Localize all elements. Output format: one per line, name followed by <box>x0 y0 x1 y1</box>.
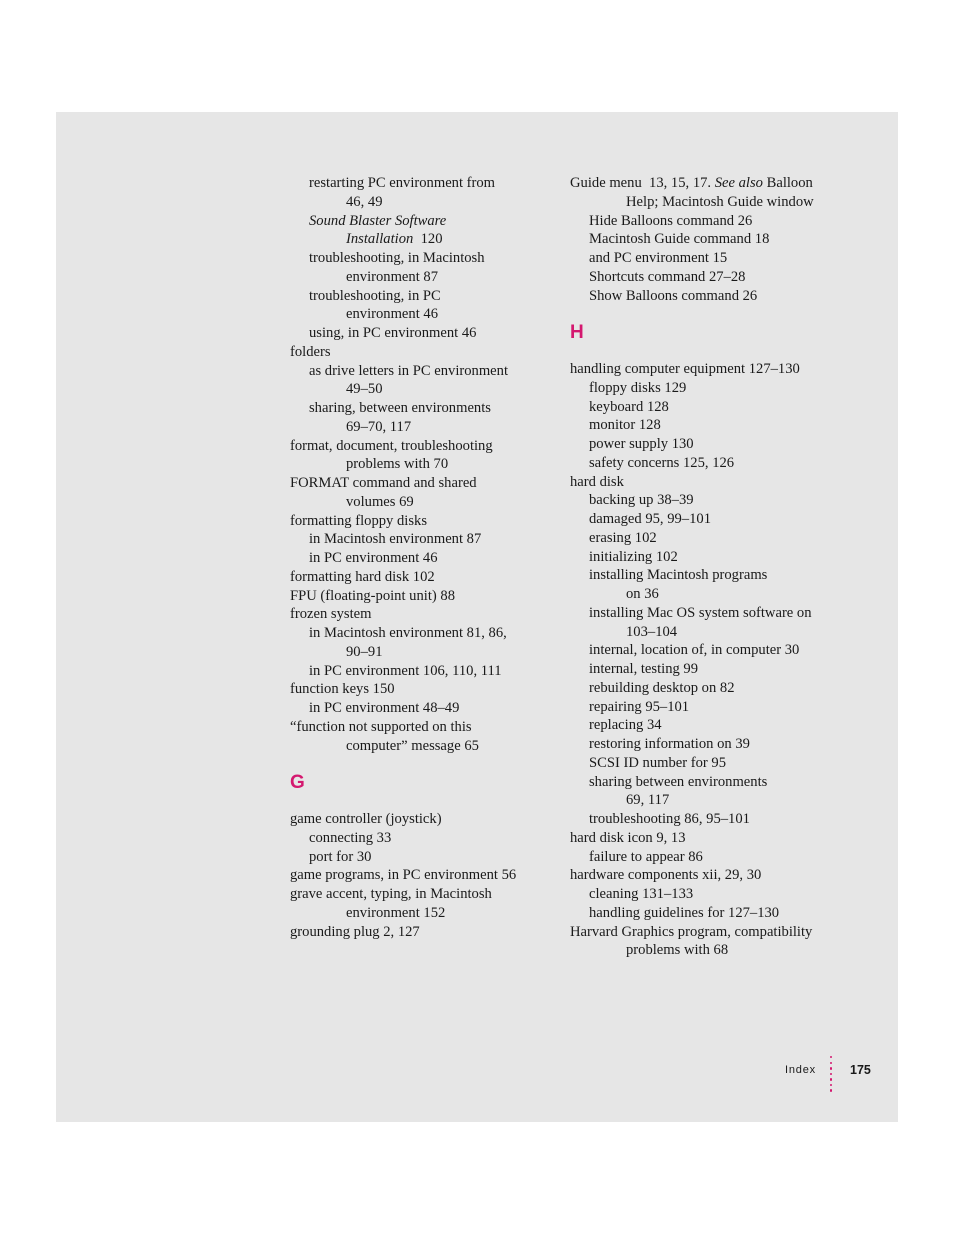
index-entry: FORMAT command and shared <box>290 475 477 491</box>
entry-text: Balloon <box>762 175 813 191</box>
index-entry: restarting PC environment from <box>309 175 496 191</box>
index-entry: rebuilding desktop on 82 <box>589 679 735 696</box>
index-entry: formatting hard disk 102 <box>290 568 435 585</box>
index-entry <box>570 174 840 193</box>
index-entry: environment 87 <box>346 268 439 285</box>
book-title: Sound Blaster Software <box>309 212 447 229</box>
entry-text: Guide menu 13, 15, 17. <box>570 175 715 191</box>
dotted-divider <box>829 1056 833 1096</box>
index-entry: initializing 102 <box>589 548 678 565</box>
index-entry: Shortcuts command 27–28 <box>589 268 746 285</box>
page-ref: 120 <box>413 231 443 248</box>
footer-section-label: Index <box>785 1064 816 1076</box>
index-entry: hardware components xii, 29, 30 <box>570 867 762 884</box>
index-column-left <box>290 174 545 941</box>
index-entry: hard disk icon 9, 13 <box>570 829 686 846</box>
index-entry: format, document, troubleshooting <box>290 437 493 454</box>
index-entry: and PC environment 15 <box>589 250 728 266</box>
index-entry <box>290 230 545 249</box>
see-also: See also <box>714 175 763 191</box>
index-entry: port for 30 <box>309 848 372 865</box>
page-number: 175 <box>850 1063 871 1077</box>
index-entry: using, in PC environment 46 <box>309 325 477 341</box>
index-entry: grounding plug 2, 127 <box>290 923 420 940</box>
index-entry: restoring information on 39 <box>589 736 750 752</box>
index-entry: troubleshooting, in PC <box>309 287 441 304</box>
index-entry: installing Macintosh programs <box>589 567 768 584</box>
index-entry: in Macintosh environment 81, 86, <box>309 625 507 641</box>
index-entry: on 36 <box>626 586 659 602</box>
index-entry: grave accent, typing, in Macintosh <box>290 886 492 902</box>
index-entry: environment 152 <box>346 904 446 921</box>
index-entry: Macintosh Guide command 18 <box>589 231 770 248</box>
index-entry: troubleshooting, in Macintosh <box>309 250 485 266</box>
index-entry: connecting 33 <box>309 829 392 846</box>
index-entry: 69–70, 117 <box>346 418 412 435</box>
index-entry: sharing between environments <box>589 773 768 790</box>
index-entry: monitor 128 <box>589 417 661 434</box>
index-entry: Show Balloons command 26 <box>589 287 758 304</box>
index-entry: internal, location of, in computer 30 <box>589 642 800 659</box>
index-entry: folders <box>290 343 331 360</box>
section-letter-h: H <box>570 322 584 344</box>
index-entry: backing up 38–39 <box>589 492 694 509</box>
index-entry: Harvard Graphics program, compatibility <box>570 923 813 940</box>
index-column-right <box>570 174 840 960</box>
index-entry: power supply 130 <box>589 436 694 452</box>
index-entry: 103–104 <box>626 623 678 640</box>
index-entry: failure to appear 86 <box>589 848 703 865</box>
index-entry: 90–91 <box>346 643 383 660</box>
index-entry: as drive letters in PC environment <box>309 362 509 379</box>
index-entry: game programs, in PC environment 56 <box>290 867 517 884</box>
section-letter-g: G <box>290 772 305 794</box>
index-entry: floppy disks 129 <box>589 379 687 396</box>
index-entry: Hide Balloons command 26 <box>589 212 753 229</box>
index-entry: replacing 34 <box>589 717 662 734</box>
index-entry: in Macintosh environment 87 <box>309 531 482 548</box>
index-entry: troubleshooting 86, 95–101 <box>589 811 750 827</box>
index-entry: installing Mac OS system software on <box>589 604 812 621</box>
index-entry: internal, testing 99 <box>589 661 699 677</box>
index-entry: Help; Macintosh Guide window <box>626 193 814 210</box>
index-entry: 46, 49 <box>346 193 383 210</box>
index-entry: repairing 95–101 <box>589 698 690 715</box>
index-entry: 69, 117 <box>626 792 670 809</box>
index-entry: handling computer equipment 127–130 <box>570 361 800 377</box>
index-entry: SCSI ID number for 95 <box>589 754 727 771</box>
index-entry: in PC environment 46 <box>309 550 438 566</box>
index-entry: game controller (joystick) <box>290 811 442 827</box>
index-entry: FPU (floating-point unit) 88 <box>290 587 455 604</box>
index-entry: volumes 69 <box>346 493 414 510</box>
index-entry: damaged 95, 99–101 <box>589 511 711 527</box>
index-entry: 49–50 <box>346 381 383 398</box>
index-entry: in PC environment 106, 110, 111 <box>309 662 502 679</box>
index-entry: erasing 102 <box>589 529 657 546</box>
index-entry: sharing, between environments <box>309 400 491 416</box>
index-entry: computer” message 65 <box>346 737 479 754</box>
index-entry: formatting floppy disks <box>290 512 428 529</box>
index-entry: problems with 70 <box>346 456 449 473</box>
book-title: Installation <box>346 231 414 248</box>
index-entry: safety concerns 125, 126 <box>589 454 735 471</box>
index-entry: keyboard 128 <box>589 398 669 415</box>
index-entry <box>290 212 545 231</box>
index-entry: environment 46 <box>346 306 439 323</box>
index-entry: “function not supported on this <box>290 718 472 735</box>
index-entry: hard disk <box>570 473 624 490</box>
index-entry: in PC environment 48–49 <box>309 700 460 716</box>
index-entry: frozen system <box>290 606 372 623</box>
index-entry: problems with 68 <box>626 942 729 959</box>
index-entry: function keys 150 <box>290 681 395 698</box>
index-entry: handling guidelines for 127–130 <box>589 904 780 921</box>
index-entry: cleaning 131–133 <box>589 886 694 902</box>
